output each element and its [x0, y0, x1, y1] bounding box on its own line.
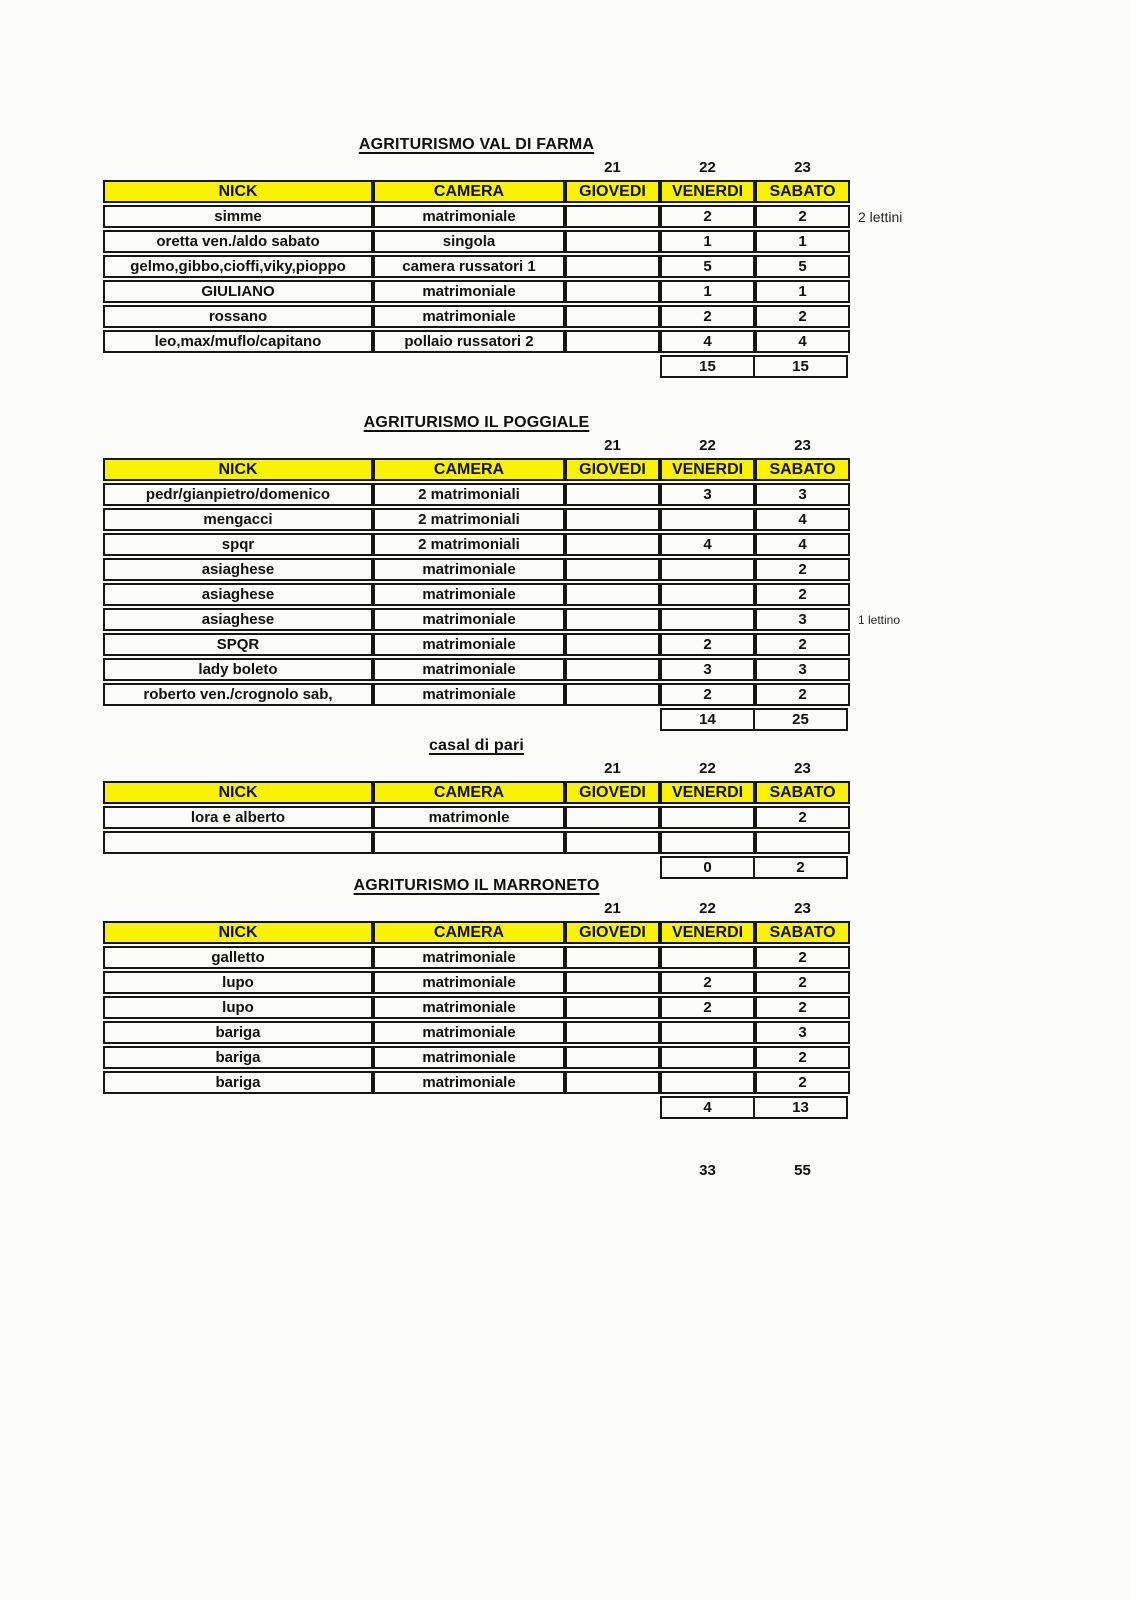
table-row: [103, 508, 850, 531]
column-header-sabato: SABATO: [755, 458, 850, 481]
sabato-cell: 2: [755, 558, 850, 581]
giovedi-cell: [565, 1071, 660, 1094]
nick-cell: bariga: [103, 1021, 373, 1044]
column-header-giovedi: GIOVEDI: [565, 781, 660, 804]
day-number: 21: [604, 159, 621, 176]
venerdi-cell: [660, 558, 755, 581]
total-venerdi: 0: [660, 856, 755, 879]
table-row: [103, 658, 850, 681]
total-venerdi: 14: [660, 708, 755, 731]
venerdi-cell: [660, 806, 755, 829]
venerdi-cell: 2: [660, 996, 755, 1019]
table-row: [103, 330, 850, 353]
camera-cell: matrimoniale: [373, 971, 565, 994]
nick-cell: asiaghese: [103, 583, 373, 606]
table-title: AGRITURISMO VAL DI FARMA: [358, 136, 595, 153]
table-row: [103, 255, 850, 278]
camera-cell: camera russatori 1: [373, 255, 565, 278]
nick-cell: lora e alberto: [103, 806, 373, 829]
venerdi-cell: 4: [660, 533, 755, 556]
sabato-cell: 2 2 lettini: [755, 205, 850, 228]
giovedi-cell: [565, 831, 660, 854]
nick-cell: galletto: [103, 946, 373, 969]
camera-cell: singola: [373, 230, 565, 253]
camera-cell: pollaio russatori 2: [373, 330, 565, 353]
giovedi-cell: [565, 608, 660, 631]
day-number: 23: [794, 760, 811, 777]
nick-cell: asiaghese: [103, 608, 373, 631]
table-row: [103, 280, 850, 303]
camera-cell: matrimonle: [373, 806, 565, 829]
totals-row: [660, 1096, 850, 1119]
header-row: [103, 180, 850, 203]
sabato-cell: 2: [755, 633, 850, 656]
table-row: [103, 558, 850, 581]
table-row: [103, 230, 850, 253]
column-header-giovedi: GIOVEDI: [565, 458, 660, 481]
column-header-nick: NICK: [103, 781, 373, 804]
day-number: 21: [604, 760, 621, 777]
venerdi-cell: 2: [660, 205, 755, 228]
venerdi-cell: 2: [660, 971, 755, 994]
camera-cell: 2 matrimoniali: [373, 508, 565, 531]
sabato-cell: 3: [755, 483, 850, 506]
nick-cell: oretta ven./aldo sabato: [103, 230, 373, 253]
column-header-venerdi: VENERDI: [660, 458, 755, 481]
day-numbers-row: [103, 434, 850, 456]
venerdi-cell: [660, 946, 755, 969]
totals-row: [660, 708, 850, 731]
venerdi-cell: 2: [660, 683, 755, 706]
column-header-camera: CAMERA: [373, 921, 565, 944]
sabato-cell: 4: [755, 533, 850, 556]
table-row: [103, 533, 850, 556]
sabato-cell: 2: [755, 996, 850, 1019]
giovedi-cell: [565, 230, 660, 253]
column-header-nick: NICK: [103, 180, 373, 203]
giovedi-cell: [565, 255, 660, 278]
sabato-cell: 3: [755, 1021, 850, 1044]
row-note: 1 lettino: [858, 612, 901, 627]
venerdi-cell: 4: [660, 330, 755, 353]
sabato-cell: 1: [755, 230, 850, 253]
venerdi-cell: 1: [660, 280, 755, 303]
venerdi-cell: [660, 608, 755, 631]
day-number: 22: [699, 900, 716, 917]
table-section-casal-di-pari: [103, 735, 850, 879]
camera-cell: matrimoniale: [373, 1021, 565, 1044]
venerdi-cell: [660, 508, 755, 531]
total-venerdi: 4: [660, 1096, 755, 1119]
total-sabato: 15: [753, 355, 848, 378]
giovedi-cell: [565, 658, 660, 681]
camera-cell: matrimoniale: [373, 280, 565, 303]
day-number: 21: [604, 900, 621, 917]
day-numbers-row: [103, 156, 850, 178]
giovedi-cell: [565, 330, 660, 353]
giovedi-cell: [565, 533, 660, 556]
table-row: [103, 633, 850, 656]
nick-cell: GIULIANO: [103, 280, 373, 303]
column-header-venerdi: VENERDI: [660, 781, 755, 804]
venerdi-cell: [660, 1071, 755, 1094]
table-row: [103, 971, 850, 994]
nick-cell: rossano: [103, 305, 373, 328]
giovedi-cell: [565, 806, 660, 829]
day-number: 22: [699, 159, 716, 176]
camera-cell: matrimoniale: [373, 1071, 565, 1094]
table-row: [103, 608, 850, 631]
sabato-cell: 5: [755, 255, 850, 278]
nick-cell: mengacci: [103, 508, 373, 531]
nick-cell: lady boleto: [103, 658, 373, 681]
sabato-cell: 2: [755, 1071, 850, 1094]
venerdi-cell: [660, 583, 755, 606]
camera-cell: [373, 831, 565, 854]
camera-cell: matrimoniale: [373, 658, 565, 681]
table-row: [103, 831, 850, 854]
table-section-agriturismo-il-poggiale: [103, 412, 901, 731]
sabato-cell: 2: [755, 946, 850, 969]
booking-table: [103, 779, 850, 856]
giovedi-cell: [565, 633, 660, 656]
column-header-camera: CAMERA: [373, 180, 565, 203]
camera-cell: matrimoniale: [373, 305, 565, 328]
giovedi-cell: [565, 996, 660, 1019]
column-header-nick: NICK: [103, 458, 373, 481]
giovedi-cell: [565, 583, 660, 606]
nick-cell: SPQR: [103, 633, 373, 656]
giovedi-cell: [565, 946, 660, 969]
column-header-giovedi: GIOVEDI: [565, 921, 660, 944]
table-row: [103, 806, 850, 829]
nick-cell: roberto ven./crognolo sab,: [103, 683, 373, 706]
venerdi-cell: 2: [660, 633, 755, 656]
sabato-cell: 2: [755, 305, 850, 328]
column-header-sabato: SABATO: [755, 921, 850, 944]
nick-cell: [103, 831, 373, 854]
header-row: [103, 781, 850, 804]
sabato-cell: 3 1 lettino: [755, 608, 850, 631]
camera-cell: matrimoniale: [373, 996, 565, 1019]
grand-total-venerdi: 33: [699, 1162, 716, 1179]
nick-cell: gelmo,gibbo,cioffi,viky,pioppo: [103, 255, 373, 278]
camera-cell: matrimoniale: [373, 558, 565, 581]
venerdi-cell: 5: [660, 255, 755, 278]
table-row: [103, 483, 850, 506]
sabato-cell: 2: [755, 683, 850, 706]
sabato-cell: 3: [755, 658, 850, 681]
total-sabato: 13: [753, 1096, 848, 1119]
header-row: [103, 921, 850, 944]
camera-cell: matrimoniale: [373, 1046, 565, 1069]
venerdi-cell: 3: [660, 483, 755, 506]
nick-cell: pedr/gianpietro/domenico: [103, 483, 373, 506]
sabato-cell: 2: [755, 583, 850, 606]
nick-cell: asiaghese: [103, 558, 373, 581]
column-header-venerdi: VENERDI: [660, 921, 755, 944]
column-header-sabato: SABATO: [755, 781, 850, 804]
giovedi-cell: [565, 305, 660, 328]
column-header-nick: NICK: [103, 921, 373, 944]
column-header-camera: CAMERA: [373, 458, 565, 481]
booking-table: [103, 919, 850, 1096]
venerdi-cell: 1: [660, 230, 755, 253]
giovedi-cell: [565, 971, 660, 994]
table-row: [103, 1046, 850, 1069]
camera-cell: 2 matrimoniali: [373, 533, 565, 556]
table-row: [103, 946, 850, 969]
nick-cell: spqr: [103, 533, 373, 556]
giovedi-cell: [565, 205, 660, 228]
sabato-cell: [755, 831, 850, 854]
giovedi-cell: [565, 558, 660, 581]
column-header-sabato: SABATO: [755, 180, 850, 203]
day-number: 23: [794, 437, 811, 454]
sabato-cell: 1: [755, 280, 850, 303]
giovedi-cell: [565, 683, 660, 706]
giovedi-cell: [565, 508, 660, 531]
day-numbers-row: [103, 897, 850, 919]
giovedi-cell: [565, 1046, 660, 1069]
table-row: [103, 1071, 850, 1094]
sabato-cell: 4: [755, 508, 850, 531]
day-number: 21: [604, 437, 621, 454]
column-header-giovedi: GIOVEDI: [565, 180, 660, 203]
venerdi-cell: [660, 1021, 755, 1044]
venerdi-cell: [660, 1046, 755, 1069]
table-title: AGRITURISMO IL MARRONETO: [353, 877, 600, 894]
table-section-agriturismo-il-marroneto: [103, 875, 850, 1119]
sabato-cell: 2: [755, 971, 850, 994]
column-header-venerdi: VENERDI: [660, 180, 755, 203]
booking-table: [103, 456, 901, 708]
header-row: [103, 458, 850, 481]
camera-cell: matrimoniale: [373, 683, 565, 706]
giovedi-cell: [565, 1021, 660, 1044]
total-sabato: 25: [753, 708, 848, 731]
table-row: [103, 996, 850, 1019]
camera-cell: matrimoniale: [373, 583, 565, 606]
table-row: [103, 583, 850, 606]
total-venerdi: 15: [660, 355, 755, 378]
table-row: [103, 205, 850, 228]
nick-cell: lupo: [103, 996, 373, 1019]
table-section-agriturismo-val-di-farma: [103, 134, 903, 378]
day-number: 23: [794, 159, 811, 176]
table-row: [103, 1021, 850, 1044]
column-header-camera: CAMERA: [373, 781, 565, 804]
sabato-cell: 2: [755, 1046, 850, 1069]
giovedi-cell: [565, 280, 660, 303]
sabato-cell: 4: [755, 330, 850, 353]
day-number: 22: [699, 760, 716, 777]
nick-cell: leo,max/muflo/capitano: [103, 330, 373, 353]
nick-cell: simme: [103, 205, 373, 228]
camera-cell: matrimoniale: [373, 633, 565, 656]
table-title: casal di pari: [428, 737, 525, 754]
camera-cell: 2 matrimoniali: [373, 483, 565, 506]
nick-cell: bariga: [103, 1046, 373, 1069]
day-number: 22: [699, 437, 716, 454]
nick-cell: bariga: [103, 1071, 373, 1094]
grand-total-sabato: 55: [794, 1162, 811, 1179]
table-row: [103, 305, 850, 328]
booking-table: [103, 178, 903, 355]
sabato-cell: 2: [755, 806, 850, 829]
table-row: [103, 683, 850, 706]
table-title: AGRITURISMO IL POGGIALE: [363, 414, 590, 431]
totals-row: [660, 355, 850, 378]
camera-cell: matrimoniale: [373, 608, 565, 631]
total-sabato: 2: [753, 856, 848, 879]
nick-cell: lupo: [103, 971, 373, 994]
day-number: 23: [794, 900, 811, 917]
venerdi-cell: [660, 831, 755, 854]
day-numbers-row: [103, 757, 850, 779]
venerdi-cell: 3: [660, 658, 755, 681]
venerdi-cell: 2: [660, 305, 755, 328]
giovedi-cell: [565, 483, 660, 506]
camera-cell: matrimoniale: [373, 946, 565, 969]
row-note: 2 lettini: [858, 208, 903, 225]
camera-cell: matrimoniale: [373, 205, 565, 228]
